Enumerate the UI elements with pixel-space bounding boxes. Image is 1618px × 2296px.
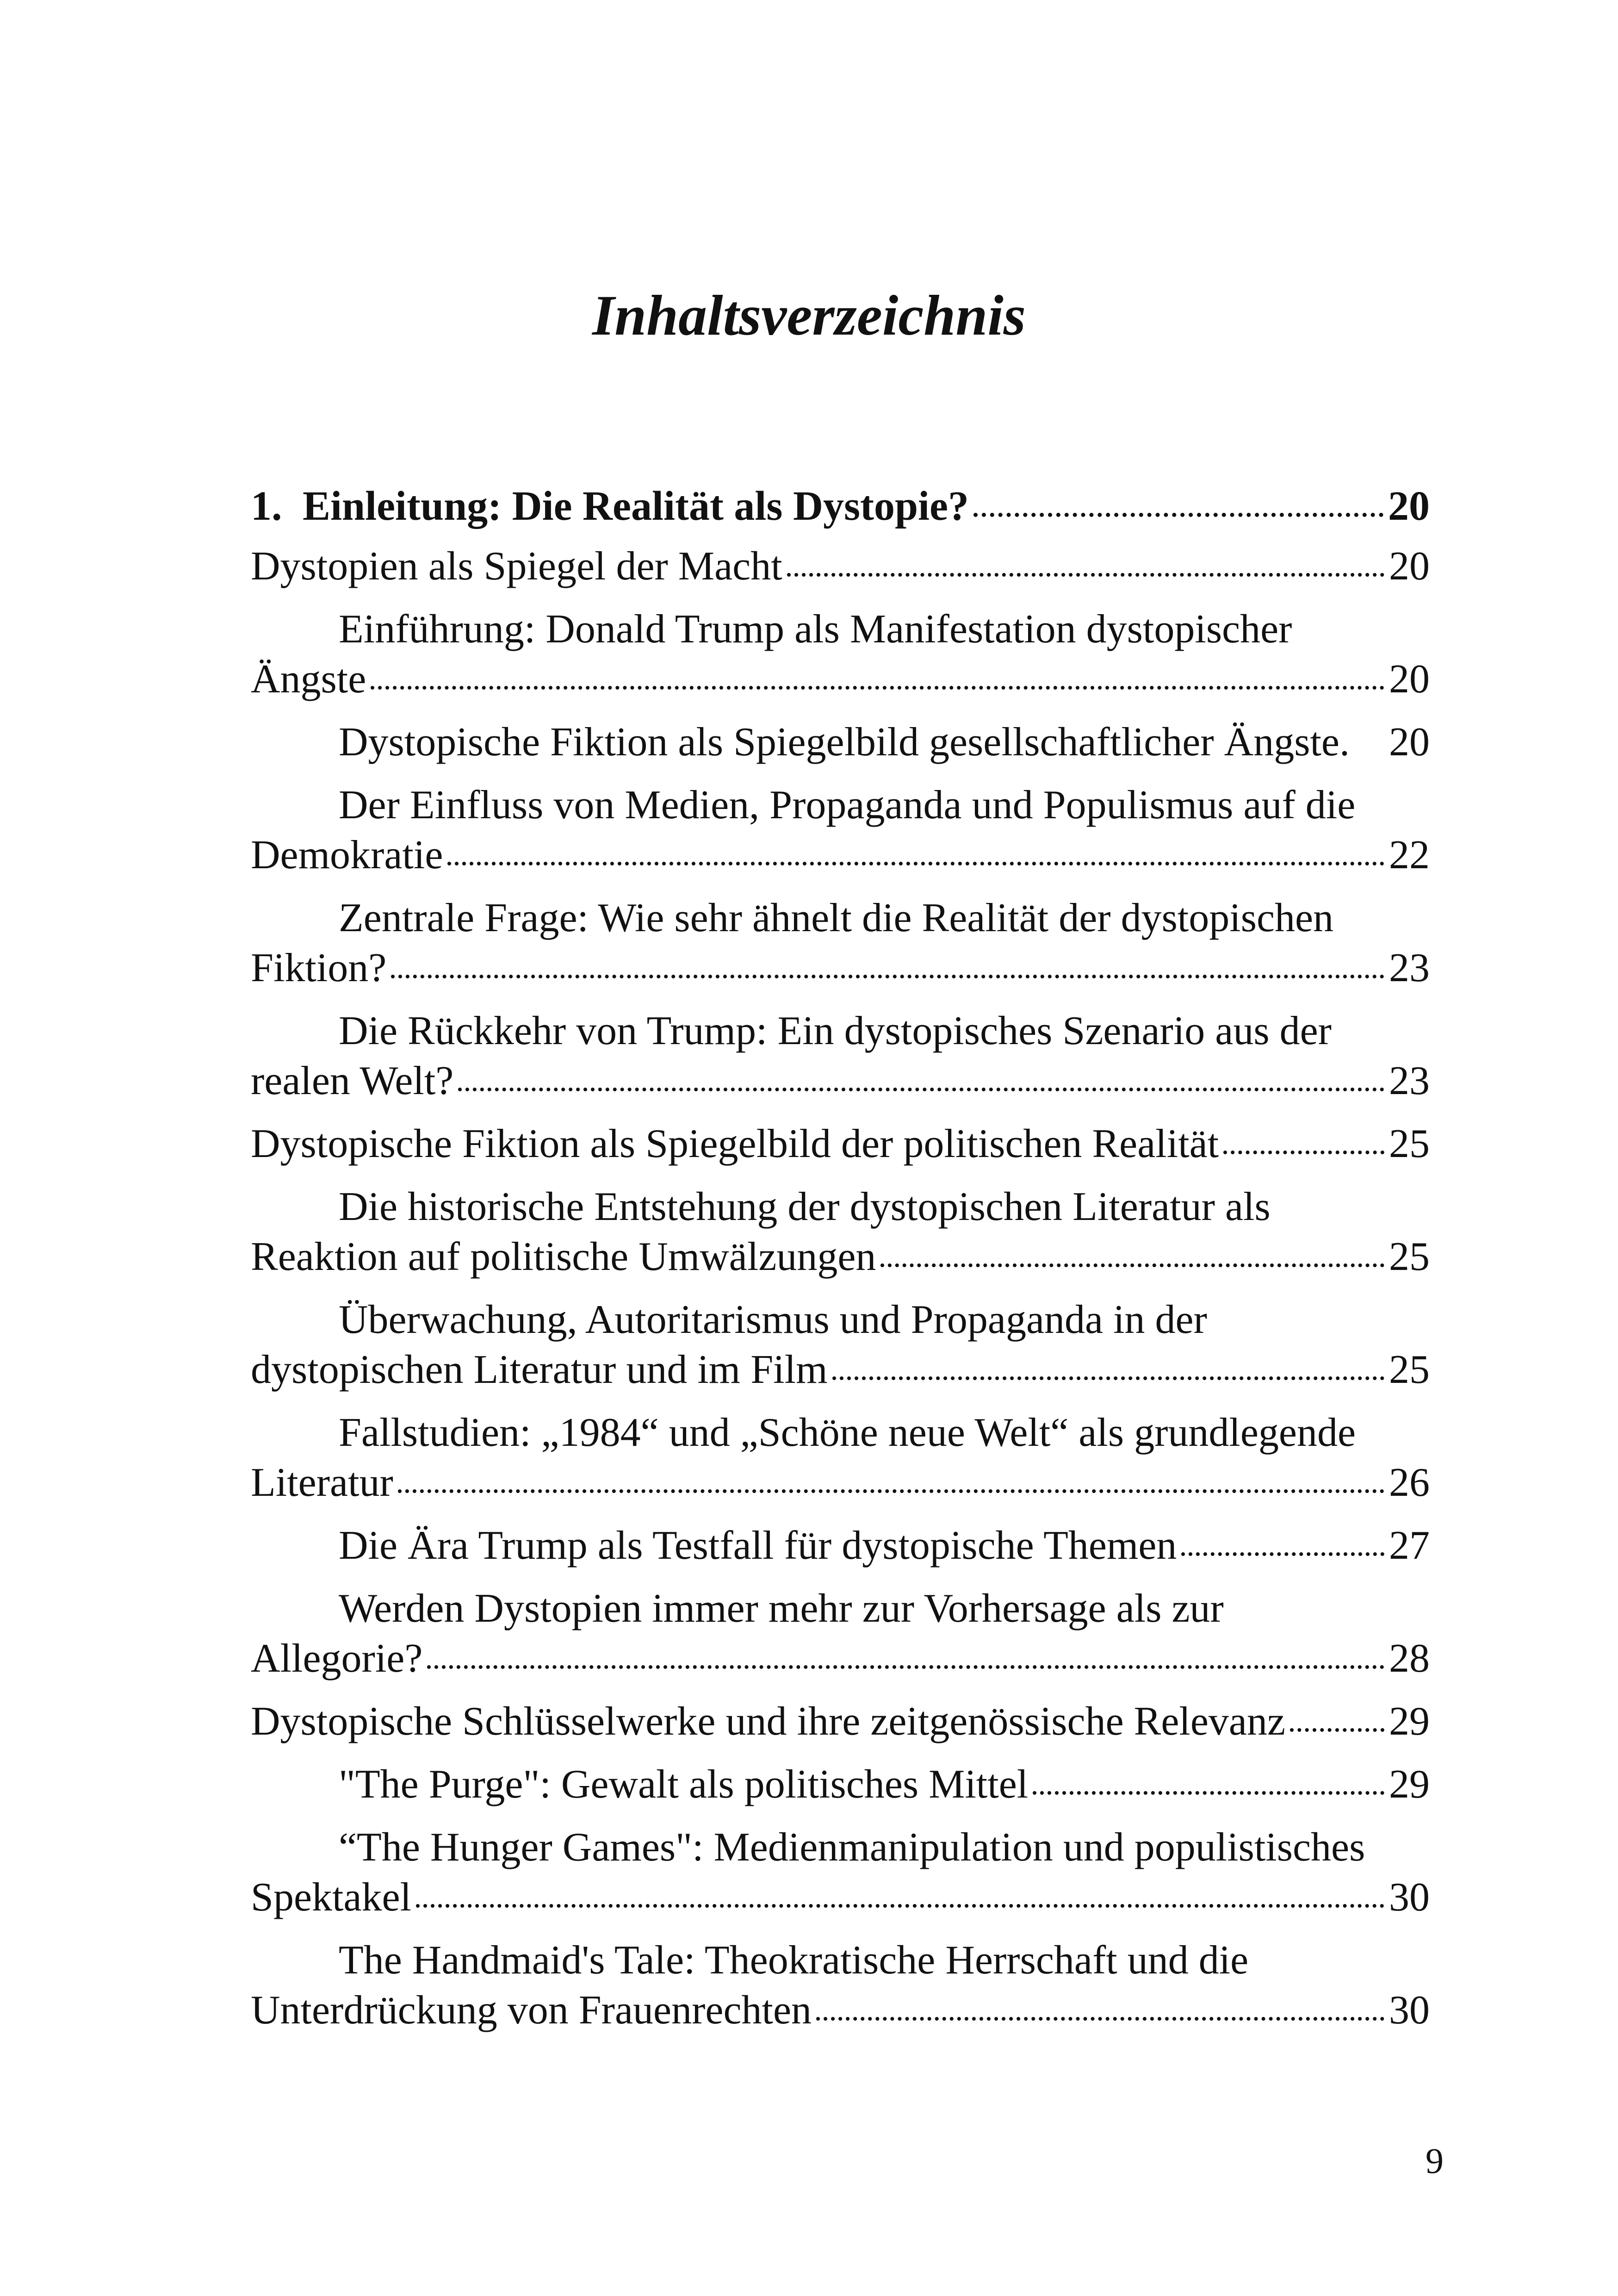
toc-entry-title: Dystopien als Spiegel der Macht <box>251 544 782 589</box>
toc-entry-title-line1: Die Rückkehr von Trump: Ein dystopisches Szenario aus der <box>339 1008 1332 1053</box>
dot-leader <box>1290 1728 1384 1732</box>
toc-entry-title-line1: Fallstudien: „1984“ und „Schöne neue Welt“ als grundlegende <box>339 1410 1356 1455</box>
dot-leader <box>1033 1791 1384 1795</box>
toc-entry-page: 30 <box>1389 1875 1430 1920</box>
chapter-title: Einleitung: Die Realität als Dystopie? <box>303 483 969 529</box>
dot-leader <box>416 1904 1384 1908</box>
dot-leader <box>371 686 1384 690</box>
toc-entry[interactable] <box>251 1823 1430 1923</box>
page-title: Inhaltsverzeichnis <box>592 284 1026 347</box>
toc-entry-page: 25 <box>1389 1121 1430 1166</box>
toc-entry-title-line2: realen Welt? <box>251 1058 454 1103</box>
toc-entry-title-line1: “The Hunger Games": Medienmanipulation und populistisches <box>339 1825 1365 1870</box>
toc-entry-title: "The Purge": Gewalt als politisches Mittel <box>339 1762 1029 1807</box>
toc-entry[interactable] <box>251 1521 1430 1571</box>
toc-entry-title-line2: Literatur <box>251 1460 393 1505</box>
toc-entry[interactable] <box>251 780 1430 880</box>
toc-entry-title-line2: Ängste <box>251 657 366 702</box>
toc-entry[interactable] <box>251 893 1430 993</box>
dot-leader <box>458 1088 1384 1091</box>
toc-entry-title-line1: Überwachung, Autoritarismus und Propaganda in der <box>339 1297 1207 1342</box>
toc-entry[interactable] <box>251 541 1430 591</box>
toc-entry-title-line1: The Handmaid's Tale: Theokratische Herrschaft und die <box>339 1938 1249 1983</box>
dot-leader <box>447 862 1384 865</box>
chapter-number: 1. <box>251 483 282 529</box>
toc-entry-title-line1: Zentrale Frage: Wie sehr ähnelt die Realität der dystopischen <box>339 896 1334 940</box>
toc-entry-title-line2: Fiktion? <box>251 946 387 990</box>
toc-entry-page: 29 <box>1389 1762 1430 1807</box>
toc-entry-page: 23 <box>1389 946 1430 990</box>
toc-entry-title-line2: Spektakel <box>251 1875 412 1920</box>
toc-entry-page: 26 <box>1389 1460 1430 1505</box>
toc-entry-page: 29 <box>1389 1699 1430 1744</box>
dot-leader <box>787 573 1384 577</box>
toc-entry[interactable] <box>251 1935 1430 2035</box>
dot-leader <box>1223 1151 1384 1154</box>
toc-entry-page: 20 <box>1389 657 1430 702</box>
toc-entry[interactable] <box>251 1697 1430 1747</box>
toc-chapter-1[interactable] <box>251 481 1430 531</box>
toc-entry-page: 30 <box>1389 1988 1430 2033</box>
dot-leader <box>1181 1552 1384 1556</box>
toc-entry-page: 25 <box>1389 1347 1430 1392</box>
dot-leader <box>816 2017 1384 2021</box>
dot-leader <box>880 1263 1384 1267</box>
toc-entry-title: Dystopische Schlüsselwerke und ihre zeitgenössische Relevanz <box>251 1699 1286 1744</box>
toc-entry-title-line2: Unterdrückung von Frauenrechten <box>251 1988 812 2033</box>
toc-entry-title: Dystopische Fiktion als Spiegelbild gesellschaftlicher Ängste. <box>339 720 1350 765</box>
toc-entry-title-line1: Der Einfluss von Medien, Propaganda und Populismus auf die <box>339 783 1356 828</box>
toc-entry-page: 22 <box>1389 833 1430 877</box>
page-number: 9 <box>1426 2140 1444 2181</box>
toc-entry[interactable] <box>251 1760 1430 1810</box>
toc-entry-title-line2: Demokratie <box>251 833 443 877</box>
toc-entry-page: 20 <box>1389 544 1430 589</box>
dot-leader <box>391 975 1384 978</box>
toc-entry[interactable] <box>251 604 1430 704</box>
toc-entry-page: 20 <box>1389 720 1430 765</box>
dot-leader <box>427 1665 1384 1669</box>
toc-entry-title-line2: Reaktion auf politische Umwälzungen <box>251 1234 876 1279</box>
table-of-contents <box>251 481 1430 2048</box>
toc-entry-title-line1: Werden Dystopien immer mehr zur Vorhersage als zur <box>339 1586 1224 1631</box>
toc-entry[interactable] <box>251 1295 1430 1395</box>
toc-entry-page: 25 <box>1389 1234 1430 1279</box>
toc-entry-title-line2: Allegorie? <box>251 1636 423 1681</box>
toc-entry-title-line1: Einführung: Donald Trump als Manifestation dystopischer <box>339 607 1292 652</box>
toc-entry-title-line2: dystopischen Literatur und im Film <box>251 1347 828 1392</box>
toc-entry-page: 27 <box>1389 1523 1430 1568</box>
toc-entry-title-line1: Die historische Entstehung der dystopischen Literatur als <box>339 1184 1271 1229</box>
toc-entry[interactable] <box>251 1119 1430 1169</box>
toc-entry[interactable] <box>251 1006 1430 1106</box>
dot-leader <box>832 1376 1384 1380</box>
toc-entry[interactable] <box>251 1182 1430 1282</box>
toc-entry-title: Die Ära Trump als Testfall für dystopische Themen <box>339 1523 1177 1568</box>
toc-entry-title: Dystopische Fiktion als Spiegelbild der politischen Realität <box>251 1121 1219 1166</box>
toc-entry-page: 23 <box>1389 1058 1430 1103</box>
dot-leader <box>973 513 1383 517</box>
toc-entry[interactable] <box>251 1408 1430 1508</box>
toc-entry-page: 28 <box>1389 1636 1430 1681</box>
toc-entry[interactable] <box>251 717 1430 767</box>
toc-entry[interactable] <box>251 1584 1430 1684</box>
chapter-page-number: 20 <box>1388 483 1430 529</box>
dot-leader <box>398 1489 1384 1493</box>
